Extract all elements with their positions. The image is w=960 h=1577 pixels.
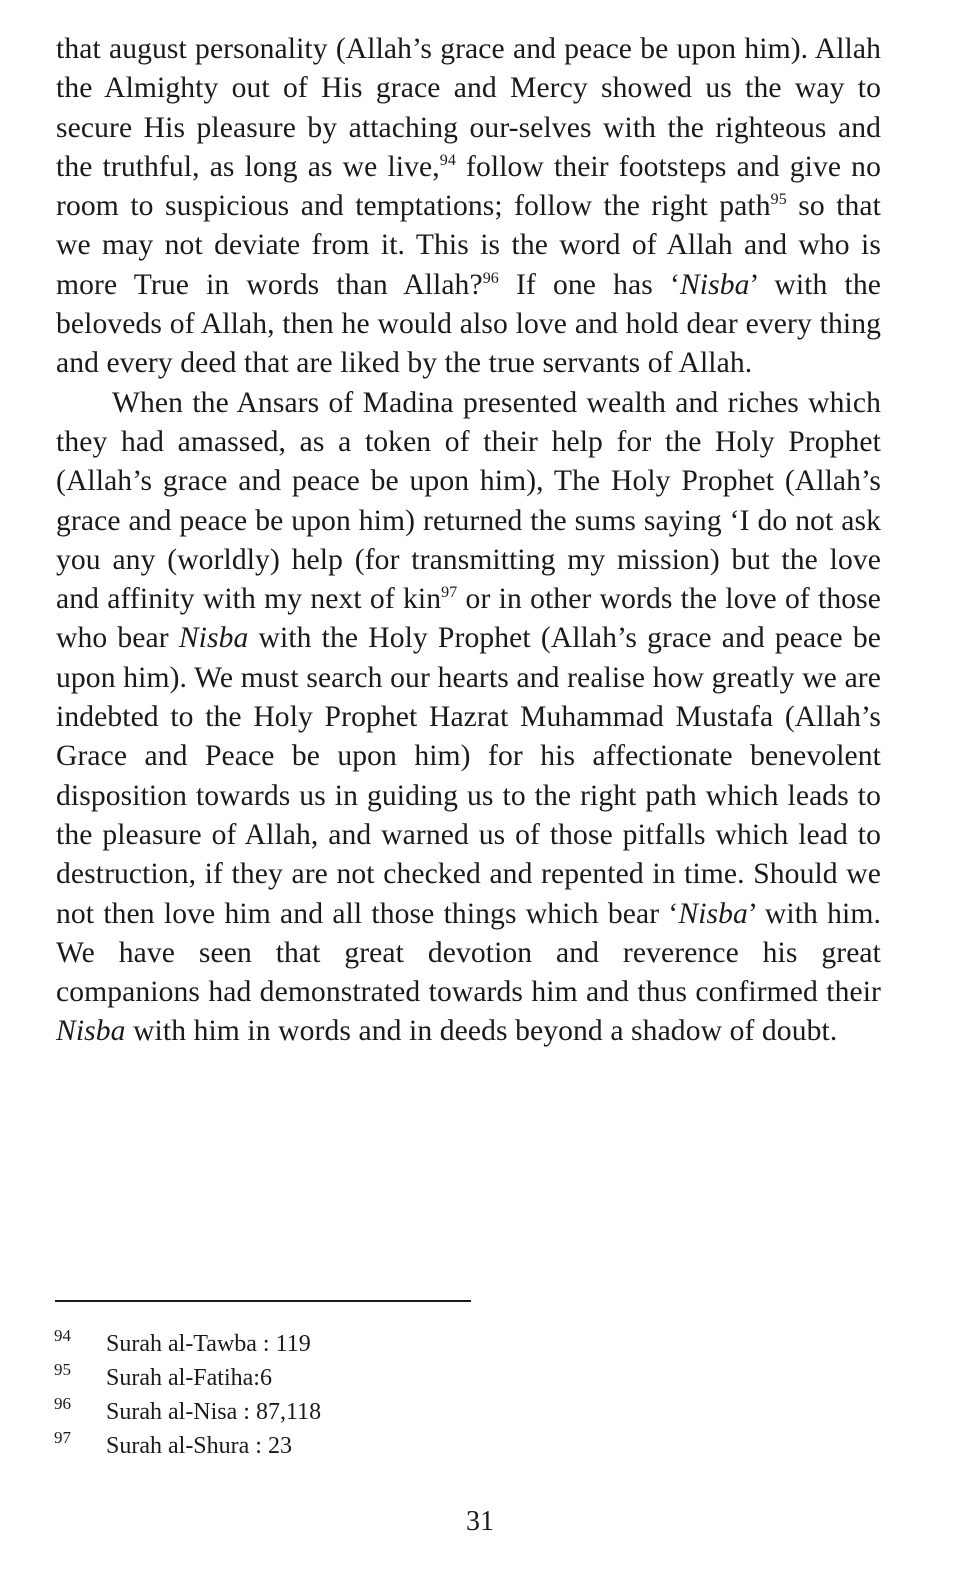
footnote-95 — [54, 1361, 654, 1395]
paragraph-text: with the Holy Prophet (Allah’s grace and peace be upon him). We must search our hearts and realise how greatly we are indebted to the Holy Prophet Hazrat Muhammad Mustafa (Allah’s Grace and Peace be upon him) for his affectionate benevolent disposition towards us in guiding us to the right path which leads to the pleasure of Allah, and warned us of those pitfalls which lead to destruction, if they are not checked and repented in time. Should we not then love him and all those things which bear ‘ — [56, 622, 881, 930]
footnote-text: Surah al-Shura : 23 — [106, 1433, 292, 1459]
italic-term-nisba: Nisba — [679, 268, 750, 301]
footnote-94 — [54, 1327, 654, 1361]
footnote-number: 94 — [54, 1326, 71, 1345]
paragraph-text: so that we may not deviate from it. This is the word of Allah and who is more True in words than Allah? — [56, 190, 881, 301]
italic-term-nisba: Nisba — [56, 1015, 126, 1048]
footnote-96 — [54, 1395, 654, 1429]
footnote-reference-97: 97 — [441, 584, 458, 602]
paragraph-1 — [56, 30, 881, 384]
footnote-reference-94: 94 — [439, 151, 456, 169]
footnote-text: Surah al-Fatiha:6 — [106, 1365, 272, 1391]
footnote-text: Surah al-Nisa : 87,118 — [106, 1399, 322, 1425]
page-body — [56, 30, 881, 1052]
paragraph-text: ’ with the beloveds of Allah, then he would also love and hold dear every thing and every deed that are liked by the true servants of Allah. — [56, 268, 881, 380]
italic-term-nisba: Nisba — [178, 622, 249, 655]
paragraph-text: with him in words and in deeds beyond a shadow of doubt. — [125, 1015, 838, 1048]
footnote-97 — [54, 1429, 654, 1463]
footnote-text: Surah al-Tawba : 119 — [106, 1331, 311, 1357]
paragraph-2 — [56, 384, 881, 1052]
footnote-number: 95 — [54, 1360, 71, 1379]
paragraph-text: If one has ‘ — [498, 268, 680, 301]
paragraph-text: or in other words the love of those who bear — [56, 583, 881, 655]
italic-term-nisba: Nisba — [678, 897, 748, 930]
paragraph-text: follow their footsteps and give no room to suspicious and temptations; follow the right path — [56, 150, 881, 223]
paragraph-text: ’ with him. We have seen that great devotion and reverence his great companions had demonstrated towards him and thus confirmed their — [56, 897, 881, 1009]
footnote-reference-96: 96 — [482, 269, 499, 287]
footnote-number: 97 — [54, 1428, 71, 1447]
footnote-divider — [55, 1300, 471, 1302]
paragraph-text: When the Ansars of Madina presented wealth and riches which they had amassed, as a token of their help for the Holy Prophet (Allah’s grace and peace be upon him), The Holy Prophet (Allah’s grace and peace be upon him) returned the sums saying ‘I do not ask you any (worldly) help (for transmitting my mission) but the love and affinity with my next of kin — [56, 386, 881, 616]
footnotes — [54, 1327, 654, 1463]
footnote-number: 96 — [54, 1394, 71, 1413]
paragraph-text: that august personality (Allah’s grace and peace be upon him). Allah the Almighty out of His grace and Mercy showed us the way to secure His pleasure by attaching our-selves with the righteous and the truthful, as long as we live, — [56, 33, 881, 183]
footnote-reference-95: 95 — [770, 191, 787, 209]
page-number: 31 — [466, 1506, 494, 1537]
